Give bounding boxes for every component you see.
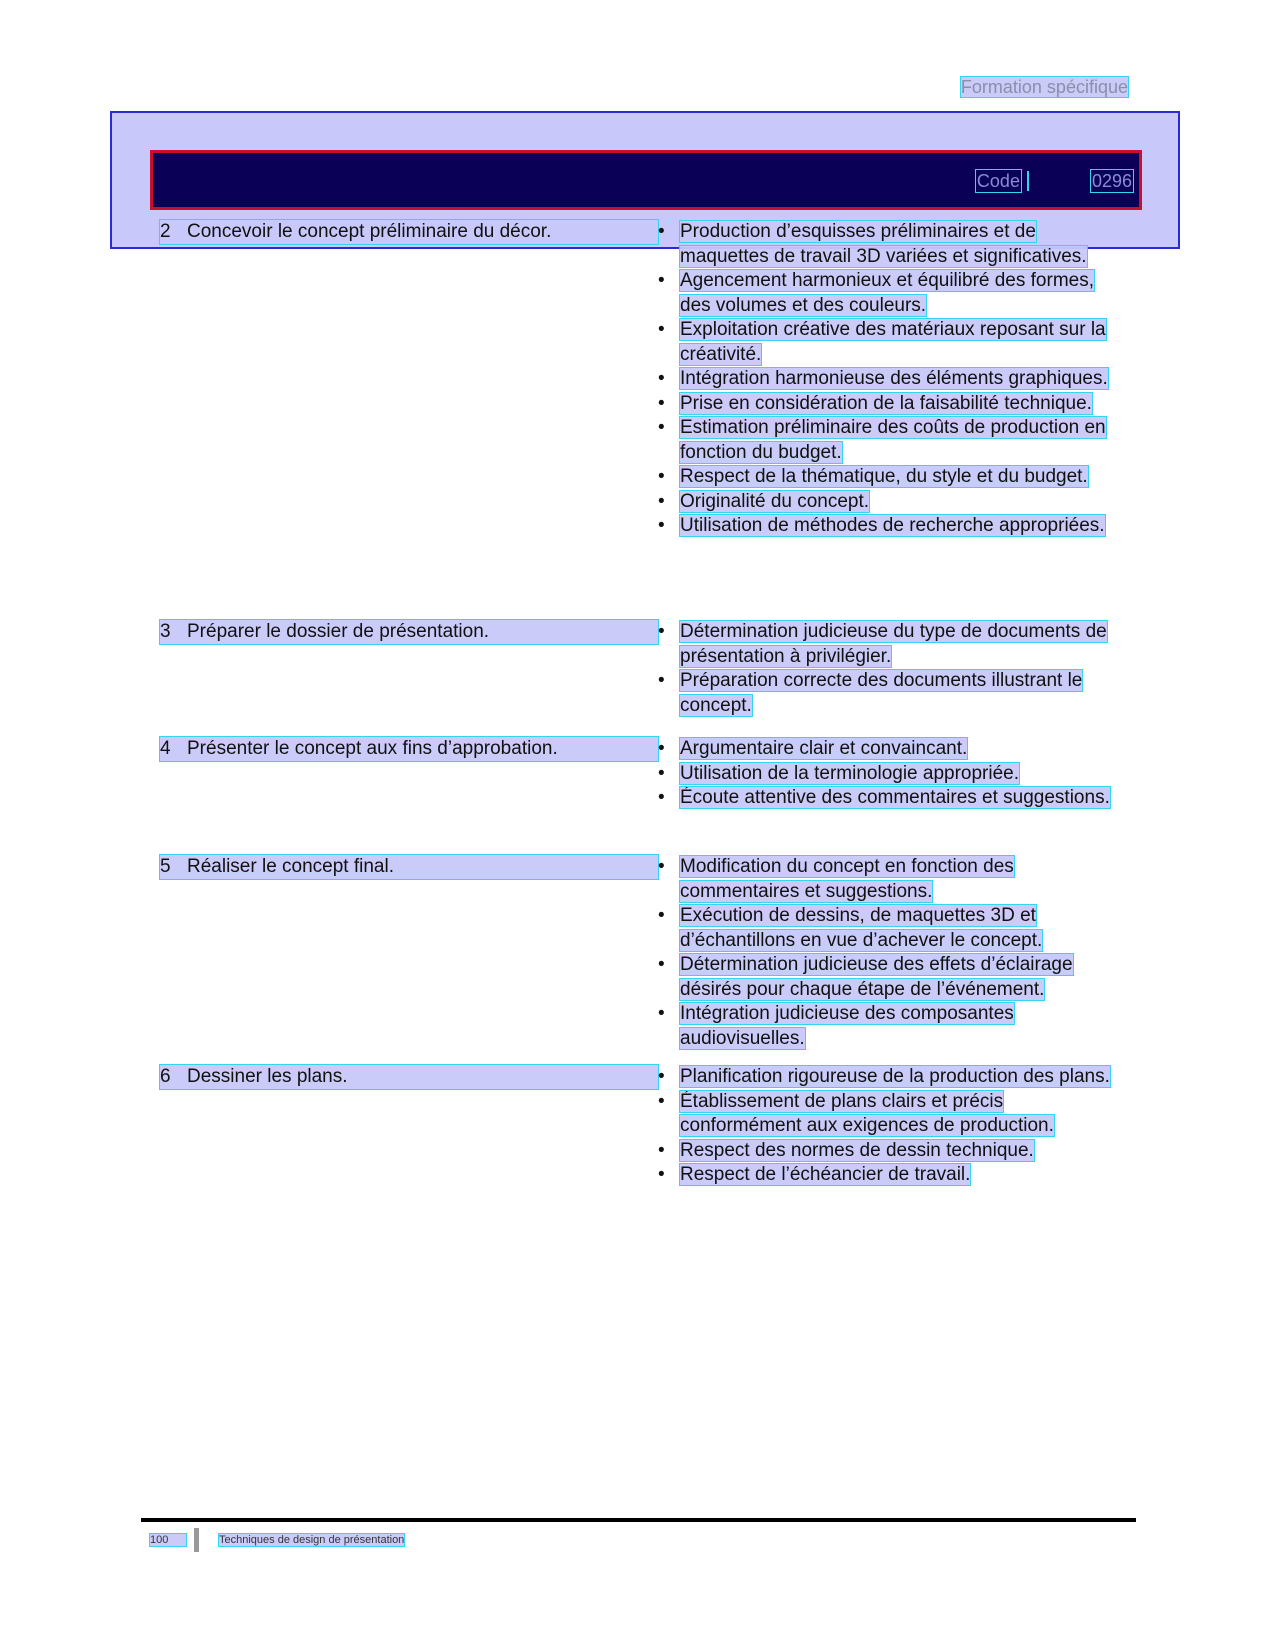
competency-title-bar xyxy=(150,150,1142,210)
step-title xyxy=(160,620,658,644)
criteria-item xyxy=(658,416,1118,465)
criteria-item xyxy=(658,786,1118,811)
criteria-text: Planification rigoureuse de la production des plans. xyxy=(680,1066,1110,1087)
criteria-text: Utilisation de la terminologie appropriée. xyxy=(680,762,1020,784)
criteria-item xyxy=(658,904,1118,953)
step-title-text: Présenter le concept aux fins d’approbation. xyxy=(187,738,558,759)
criteria-list xyxy=(658,855,1118,1051)
criteria-text: Intégration judicieuse des composantes audiovisuelles. xyxy=(680,1003,1014,1049)
criteria-item xyxy=(658,855,1118,904)
criteria-text: Établissement de plans clairs et précis conformément aux exigences de production. xyxy=(680,1090,1054,1136)
criteria-text: Production d’esquisses préliminaires et de maquettes de travail 3D variées et significatives. xyxy=(680,221,1087,267)
code-value: 0296 xyxy=(1091,171,1132,191)
criteria-item xyxy=(658,269,1118,318)
step-number: 3 xyxy=(160,621,171,642)
criteria-text: Respect de l’échéancier de travail. xyxy=(680,1164,971,1185)
criteria-item xyxy=(658,669,1118,718)
step-title xyxy=(160,220,658,244)
criteria-text: Détermination judicieuse des effets d’éclairage désirés pour chaque étape de l’événement. xyxy=(680,954,1073,1000)
step-number: 2 xyxy=(160,221,171,242)
criteria-text: Respect de la thématique, du style et du budget. xyxy=(680,466,1088,487)
page-footer xyxy=(150,1531,404,1549)
code-separator xyxy=(1027,171,1085,191)
step-row xyxy=(160,1065,1135,1188)
criteria-item xyxy=(658,1139,1118,1164)
criteria-text: Détermination judicieuse du type de documents de présentation à privilégier. xyxy=(680,621,1107,667)
footer-divider xyxy=(141,1518,1136,1522)
section-header-text: Formation spécifique xyxy=(960,77,1128,97)
criteria-list xyxy=(658,737,1118,811)
step-number: 4 xyxy=(160,738,171,759)
step-title-text: Préparer le dossier de présentation. xyxy=(187,621,490,642)
criteria-item xyxy=(658,1090,1118,1139)
criteria-item xyxy=(658,514,1118,539)
criteria-item xyxy=(658,318,1118,367)
step-title-text: Réaliser le concept final. xyxy=(187,856,394,877)
criteria-text: Estimation préliminaire des coûts de production en fonction du budget. xyxy=(680,417,1106,463)
step-title-text: Dessiner les plans. xyxy=(187,1066,348,1087)
criteria-text: Préparation correcte des documents illustrant le concept. xyxy=(680,670,1083,716)
criteria-item xyxy=(658,367,1118,392)
criteria-item xyxy=(658,1065,1118,1090)
criteria-item xyxy=(658,762,1118,787)
step-row xyxy=(160,855,1135,1051)
criteria-text: Modification du concept en fonction des commentaires et suggestions. xyxy=(680,856,1014,902)
step-row xyxy=(160,220,1135,539)
criteria-text: Argumentaire clair et convaincant. xyxy=(680,738,968,759)
criteria-item xyxy=(658,737,1118,762)
section-header-label xyxy=(938,76,1128,98)
step-title xyxy=(160,737,658,761)
criteria-item xyxy=(658,392,1118,417)
criteria-text: Prise en considération de la faisabilité technique. xyxy=(680,392,1092,414)
criteria-text: Agencement harmonieux et équilibré des formes, des volumes et des couleurs. xyxy=(680,270,1095,316)
step-title xyxy=(160,855,658,879)
criteria-text: Respect des normes de dessin technique. xyxy=(680,1139,1034,1161)
criteria-item xyxy=(658,465,1118,490)
criteria-text: Exploitation créative des matériaux reposant sur la créativité. xyxy=(680,319,1106,365)
criteria-text: Originalité du concept. xyxy=(680,490,870,512)
step-title-text: Concevoir le concept préliminaire du décor. xyxy=(187,221,552,242)
criteria-item xyxy=(658,490,1118,515)
step-number: 5 xyxy=(160,856,171,877)
criteria-text: Utilisation de méthodes de recherche appropriées. xyxy=(680,515,1105,536)
criteria-list xyxy=(658,620,1118,718)
step-row xyxy=(160,737,1135,811)
criteria-text: Écoute attentive des commentaires et suggestions. xyxy=(680,787,1110,808)
step-row xyxy=(160,620,1135,718)
competency-code xyxy=(976,170,1133,192)
criteria-item xyxy=(658,1163,1118,1188)
criteria-item xyxy=(658,220,1118,269)
page-number: 100 xyxy=(150,1534,186,1546)
step-title xyxy=(160,1065,658,1089)
code-label: Code xyxy=(976,171,1020,191)
criteria-list xyxy=(658,220,1118,539)
step-number: 6 xyxy=(160,1066,171,1087)
criteria-list xyxy=(658,1065,1118,1188)
footer-separator xyxy=(194,1528,199,1552)
criteria-item xyxy=(658,953,1118,1002)
criteria-text: Intégration harmonieuse des éléments graphiques. xyxy=(680,368,1108,389)
criteria-text: Exécution de dessins, de maquettes 3D et d’échantillons en vue d’achever le concept. xyxy=(680,905,1043,951)
criteria-item xyxy=(658,620,1118,669)
document-title: Techniques de design de présentation xyxy=(219,1534,405,1546)
criteria-item xyxy=(658,1002,1118,1051)
